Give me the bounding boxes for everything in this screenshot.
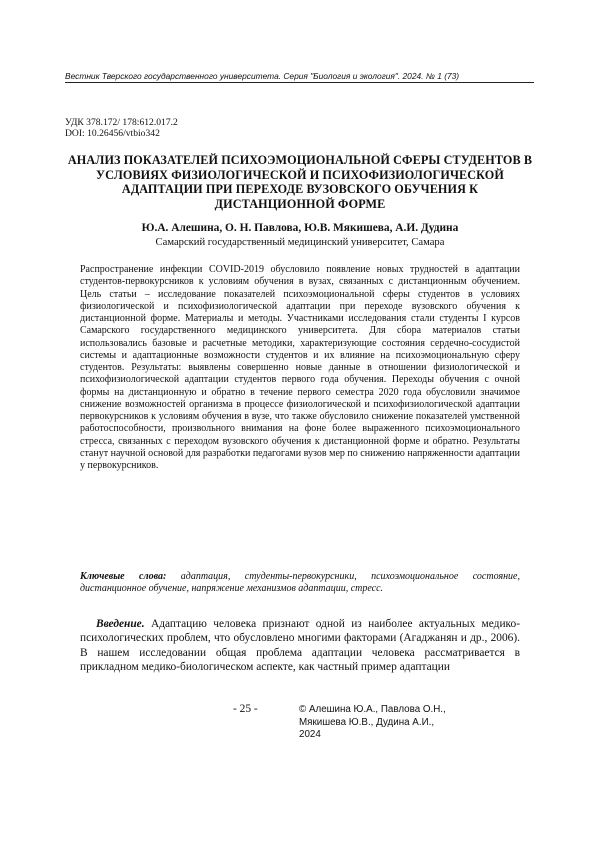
page-number: - 25 -: [233, 703, 258, 715]
introduction-text: Адаптацию человека признают одной из наиболее актуальных медико-психологических проблем, что обусловлено многими факторами (Агаджанян и др., 2006). В нашем исследовании общая проблема адаптации человека рассматривается в прикладном медико-биологическом аспекте, как частный пример адаптации: [80, 618, 520, 674]
affiliation: Самарский государственный медицинский университет, Самара: [155, 237, 445, 248]
header-rule: [65, 82, 534, 83]
introduction-label: Введение.: [96, 618, 145, 630]
keywords-label: Ключевые слова:: [80, 571, 167, 582]
keywords-paragraph: [80, 571, 520, 596]
article-title: АНАЛИЗ ПОКАЗАТЕЛЕЙ ПСИХОЭМОЦИОНАЛЬНОЙ СФЕРЫ СТУДЕНТОВ В УСЛОВИЯХ ФИЗИОЛОГИЧЕСКОЙ И ПСИХОФИЗИОЛОГИЧЕСКОЙ АДАПТАЦИИ ПРИ ПЕРЕХОДЕ ВУЗОВСКОГО ОБУЧЕНИЯ К ДИСТАНЦИОННОЙ ФОРМЕ: [67, 153, 533, 211]
copyright-line: 2024: [299, 729, 321, 740]
abstract: Распространение инфекции COVID-2019 обусловило появление новых трудностей в адаптации студентов-первокурсников к условиям обучения в вузах, связанных с дистанционным обучением. Цель статьи – исследование показателей психоэмоциональной сферы студентов в условиях физиологической и психофизиологической адаптации при переходе вузовского обучения к дистанционной форме. Материалы и методы. Участниками исследования стали студенты I курсов Самарского государственного медицинского университета. Для сбора материалов статьи использовались базовые и расчетные методики, характеризующие состояния сердечно-сосудистой системы и адаптационные возможности студентов и их влияние на психоэмоциональную сферу студентов. Результаты: выявлены совершенно новые данные в отношении физиологической и психофизиологической адаптации студентов первого года обучения. Переходы обучения с очной формы на дистанционную и обратно в течение первого семестра 2020 года обусловили значимое снижение возможностей организма в процессе физиологической и психофизиологической адаптации первокурсников к условиям обучения в вузе, что также обусловило снижение показателей умственной работоспособности, произвольного внимания на фоне более выраженного психоэмоционального стресса, связанных с переходом вузовского обучения к дистанционной форме и обратно. Результаты станут научной основой для разработки педагогами вузов мер по снижению напряженности адаптации у первокурсников.: [80, 264, 520, 471]
udc-code: УДК 378.172/ 178:612.017.2: [65, 117, 178, 128]
keywords: адаптация, студенты-первокурсники, психоэмоциональное состояние, дистанционное обучение, напряжение механизмов адаптации, стресс.: [80, 571, 520, 595]
introduction-paragraph: [80, 617, 520, 675]
authors: Ю.А. Алешина, О. Н. Павлова, Ю.В. Мякишева, А.И. Дудина: [141, 222, 459, 234]
copyright-line: Мякишева Ю.В., Дудина А.И.,: [299, 716, 435, 728]
journal-header: Вестник Тверского государственного университета. Серия "Биология и экология". 2024. № 1 (73): [65, 71, 460, 81]
copyright-line: © Алешина Ю.А., Павлова О.Н.,: [299, 704, 446, 715]
copyright-notice: [299, 704, 499, 742]
doi: DOI: 10.26456/vtbio342: [65, 128, 160, 139]
